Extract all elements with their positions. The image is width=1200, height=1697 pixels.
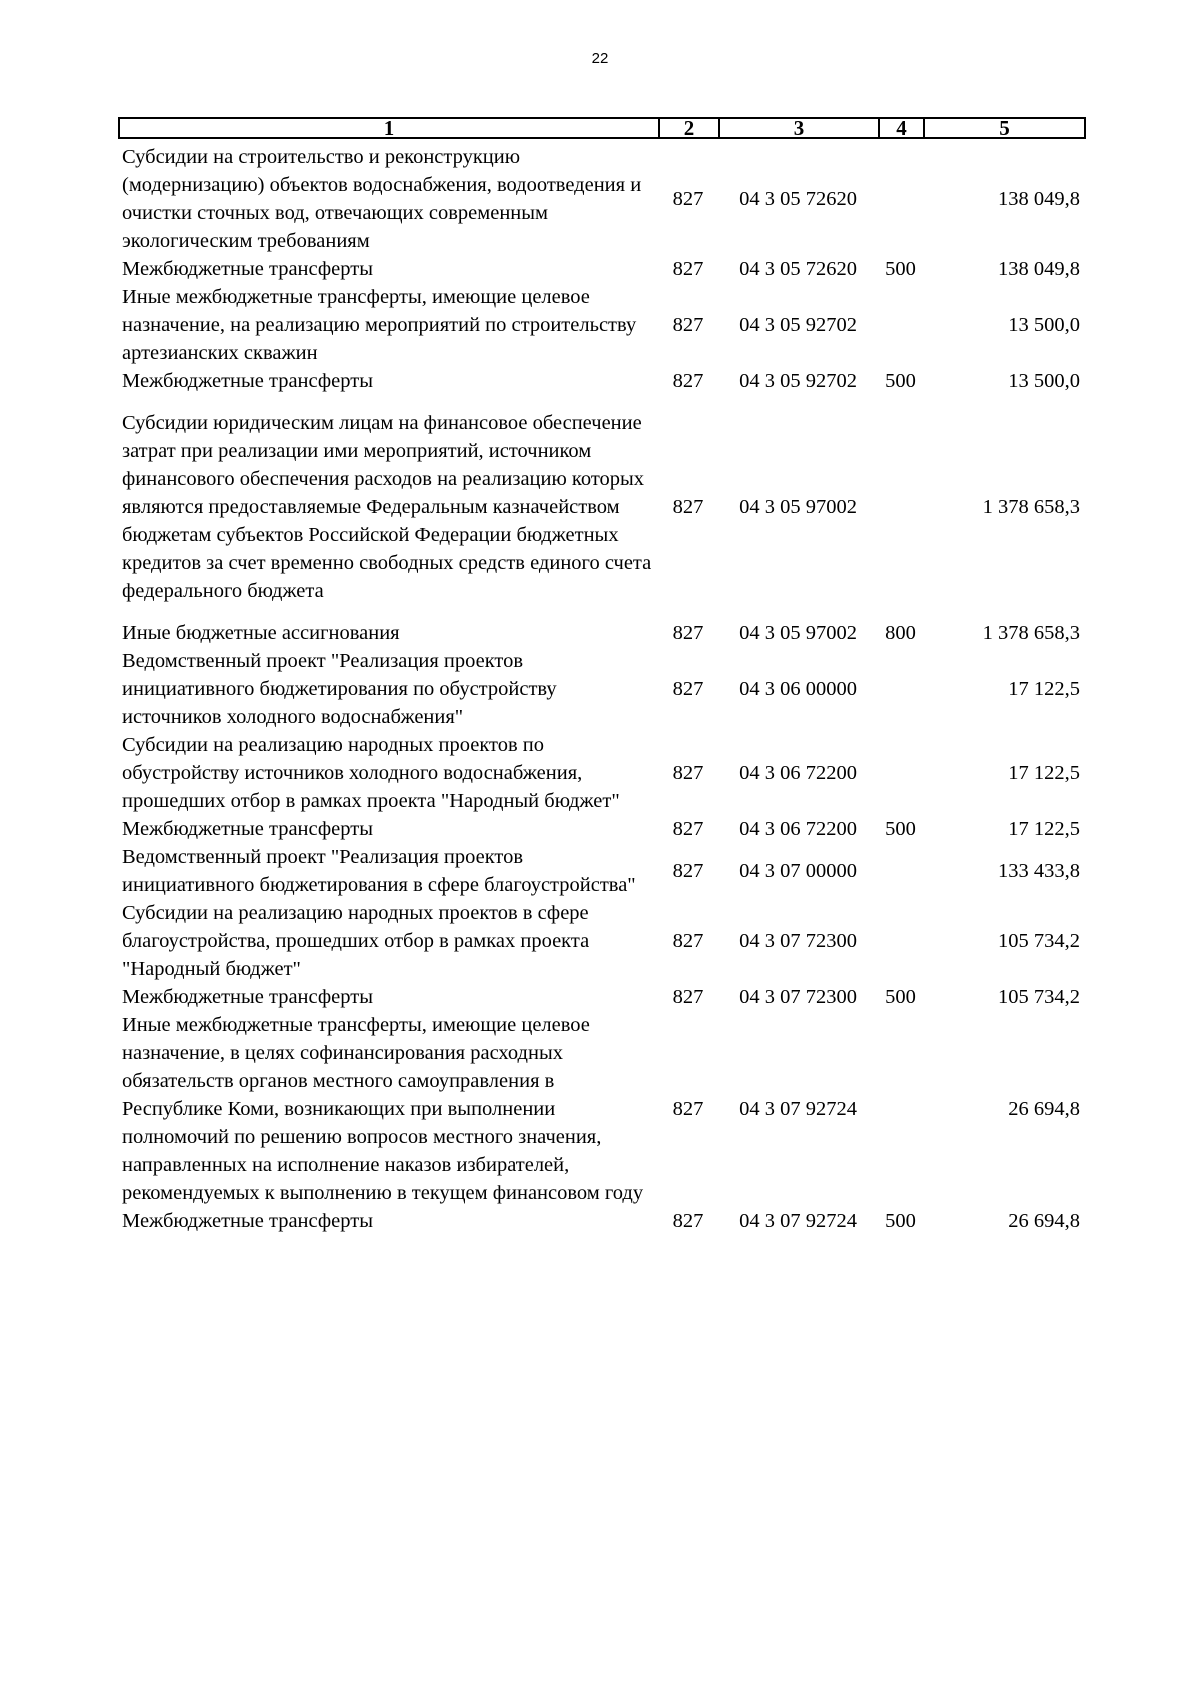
column-header-4: 4 [879, 118, 924, 138]
table-row [118, 143, 1084, 255]
row-code: 04 3 07 72300 [739, 986, 857, 1008]
row-amount: 26 694,8 [1008, 1098, 1080, 1120]
row-ministry: 827 [672, 986, 704, 1008]
table-row [118, 899, 1084, 983]
column-header-1: 1 [119, 118, 659, 138]
row-amount: 13 500,0 [1008, 314, 1080, 336]
row-amount: 13 500,0 [1008, 370, 1080, 392]
row-amount: 133 433,8 [998, 860, 1080, 882]
row-code: 04 3 05 92702 [739, 370, 857, 392]
row-amount: 17 122,5 [1008, 678, 1080, 700]
row-ministry: 827 [672, 314, 704, 336]
table-row [118, 843, 1084, 899]
table-row [118, 1207, 1084, 1235]
row-ministry: 827 [672, 496, 704, 518]
row-name: Ведомственный проект "Реализация проектов инициативного бюджетирования по обустройству источников холодного водоснабжения" [122, 650, 557, 728]
row-amount: 105 734,2 [998, 986, 1080, 1008]
row-ministry: 827 [672, 258, 704, 280]
row-ministry: 827 [672, 188, 704, 210]
row-code: 04 3 05 92702 [739, 314, 857, 336]
row-name: Субсидии на строительство и реконструкцию (модернизацию) объектов водоснабжения, водоотведения и очистки сточных вод, отвечающих современным экологическим требованиям [122, 146, 642, 252]
row-name: Субсидии на реализацию народных проектов в сфере благоустройства, прошедших отбор в рамках проекта "Народный бюджет" [122, 902, 590, 980]
row-ministry: 827 [672, 762, 704, 784]
row-code: 04 3 07 72300 [739, 930, 857, 952]
row-amount: 26 694,8 [1008, 1210, 1080, 1232]
row-ministry: 827 [672, 1098, 704, 1120]
row-name: Иные межбюджетные трансферты, имеющие целевое назначение, на реализацию мероприятий по строительству артезианских скважин [122, 286, 637, 364]
table-row [118, 255, 1084, 283]
table-row [118, 409, 1084, 605]
row-code: 04 3 06 00000 [739, 678, 857, 700]
row-name: Ведомственный проект "Реализация проектов инициативного бюджетирования в сфере благоустройства" [122, 846, 636, 896]
table-row [118, 283, 1084, 367]
row-code: 04 3 05 97002 [739, 496, 857, 518]
table-row [118, 619, 1084, 647]
row-name: Межбюджетные трансферты [122, 258, 373, 280]
row-name: Межбюджетные трансферты [122, 986, 373, 1008]
column-header-5: 5 [924, 118, 1085, 138]
row-name: Субсидии на реализацию народных проектов по обустройству источников холодного водоснабжения, прошедших отбор в рамках проекта "Народный бюджет" [122, 734, 620, 812]
row-name: Иные бюджетные ассигнования [122, 622, 400, 644]
row-type: 500 [885, 258, 916, 280]
row-code: 04 3 07 92724 [739, 1098, 857, 1120]
row-amount: 1 378 658,3 [982, 496, 1080, 518]
row-code: 04 3 07 92724 [739, 1210, 857, 1232]
row-amount: 17 122,5 [1008, 762, 1080, 784]
row-amount: 17 122,5 [1008, 818, 1080, 840]
row-code: 04 3 06 72200 [739, 762, 857, 784]
column-header-3: 3 [719, 118, 879, 138]
row-name: Иные межбюджетные трансферты, имеющие целевое назначение, в целях софинансирования расходных обязательств органов местного самоуправления в Республике Коми, возникающих при выполнении полномочий по решению вопросов местного значения, направленных на исполнение наказов избирателей, рекомендуемых к выполнению в текущем финансовом году [122, 1014, 644, 1204]
row-amount: 105 734,2 [998, 930, 1080, 952]
table-row [118, 983, 1084, 1011]
row-amount: 138 049,8 [998, 188, 1080, 210]
row-amount: 138 049,8 [998, 258, 1080, 280]
table-row [118, 731, 1084, 815]
row-code: 04 3 06 72200 [739, 818, 857, 840]
row-name: Субсидии юридическим лицам на финансовое обеспечение затрат при реализации ими мероприятий, источником финансового обеспечения расходов на реализацию которых являются предоставляемые Федеральным казначейством бюджетам субъектов Российской Федерации бюджетных кредитов за счет временно свободных средств единого счета федерального бюджета [122, 412, 652, 602]
row-amount: 1 378 658,3 [982, 622, 1080, 644]
table-header [118, 117, 1086, 139]
row-type: 500 [885, 818, 916, 840]
row-ministry: 827 [672, 678, 704, 700]
table-body [118, 143, 1084, 1235]
row-code: 04 3 05 72620 [739, 188, 857, 210]
row-code: 04 3 05 72620 [739, 258, 857, 280]
row-ministry: 827 [672, 1210, 704, 1232]
row-name: Межбюджетные трансферты [122, 370, 373, 392]
row-code: 04 3 05 97002 [739, 622, 857, 644]
row-type: 500 [885, 370, 916, 392]
table-row [118, 367, 1084, 395]
table-row [118, 647, 1084, 731]
table-row [118, 1011, 1084, 1207]
row-name: Межбюджетные трансферты [122, 1210, 373, 1232]
row-ministry: 827 [672, 370, 704, 392]
row-type: 500 [885, 986, 916, 1008]
page-number: 22 [591, 50, 609, 67]
row-type: 800 [885, 622, 916, 644]
row-code: 04 3 07 00000 [739, 860, 857, 882]
row-type: 500 [885, 1210, 916, 1232]
column-header-2: 2 [659, 118, 719, 138]
row-ministry: 827 [672, 622, 704, 644]
row-name: Межбюджетные трансферты [122, 818, 373, 840]
table-row [118, 815, 1084, 843]
row-ministry: 827 [672, 930, 704, 952]
row-ministry: 827 [672, 818, 704, 840]
row-ministry: 827 [672, 860, 704, 882]
